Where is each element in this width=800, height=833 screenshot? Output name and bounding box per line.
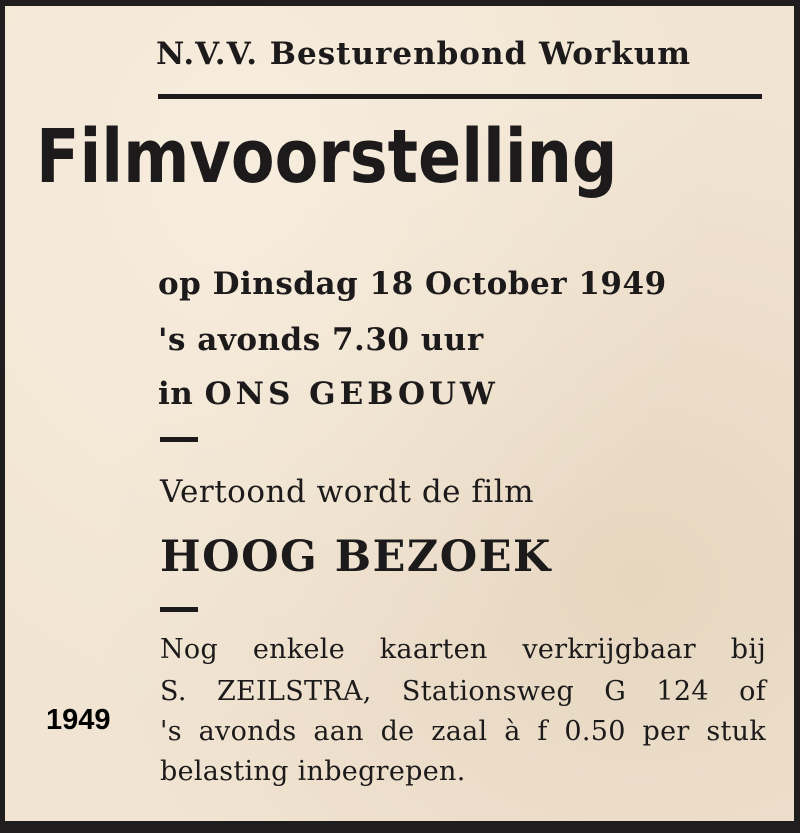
event-date: op Dinsdag 18 October 1949 <box>158 266 667 302</box>
venue-prefix: in <box>158 376 194 412</box>
event-time: 's avonds 7.30 uur <box>158 322 484 358</box>
ticket-info-line: S. ZEILSTRA, Stationsweg G 124 of <box>160 676 766 707</box>
ticket-info-line: belasting inbegrepen. <box>160 756 466 787</box>
year-stamp: 1949 <box>46 704 111 736</box>
ad-title: Filmvoorstelling <box>36 114 618 200</box>
scan-border-top <box>0 0 800 6</box>
venue-name: ONS GEBOUW <box>204 376 499 412</box>
scan-border-bottom <box>0 821 800 833</box>
section-dash <box>160 607 198 612</box>
film-title: HOOG BEZOEK <box>160 532 552 582</box>
event-venue <box>158 376 499 412</box>
section-dash <box>160 437 198 442</box>
heading-rule <box>158 94 762 99</box>
film-intro: Vertoond wordt de film <box>160 474 535 510</box>
ticket-info-line: 's avonds aan de zaal à f 0.50 per stuk <box>160 716 766 747</box>
scan-border-left <box>0 0 5 833</box>
ticket-info-line: Nog enkele kaarten verkrijgbaar bij <box>160 634 766 665</box>
scan-border-right <box>794 0 800 833</box>
organization-heading: N.V.V. Besturenbond Workum <box>156 36 692 72</box>
